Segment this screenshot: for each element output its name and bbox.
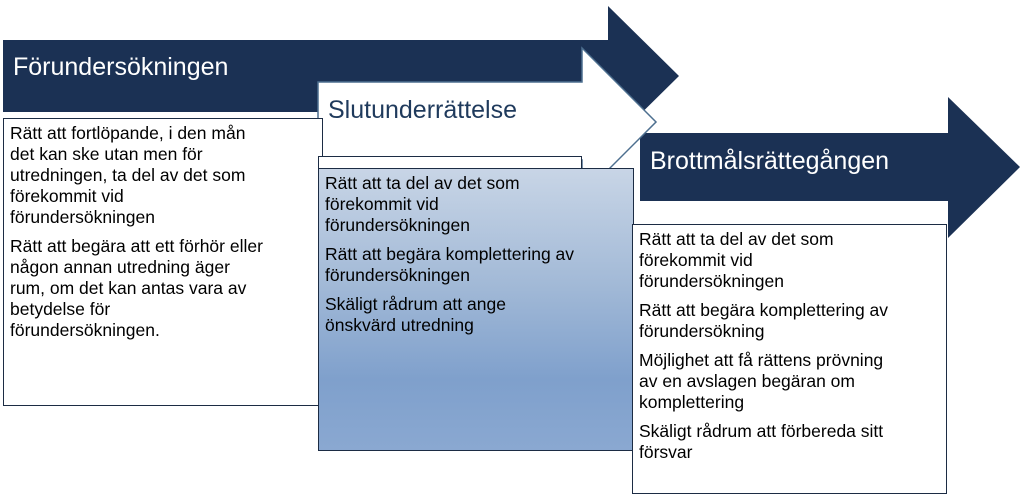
rights-item: Rätt att ta del av det som förekommit vid förundersökningen <box>639 229 834 291</box>
rights-item: Rätt att begära att ett förhör eller någon annan utredning äger rum, om det kan antas vara av betydelse för förundersökningen. <box>10 236 263 340</box>
rights-item: Skäligt rådrum att förbereda sitt försvar <box>639 421 884 462</box>
rights-item: Möjlighet att få rättens prövning av en avslagen begäran om komplettering <box>639 350 884 412</box>
rights-box-slutunderrattelse <box>318 168 634 451</box>
rights-item: Skäligt rådrum att ange önskvärd utredning <box>325 294 506 335</box>
rights-box-forundersokningen <box>3 118 323 406</box>
rights-box-brottmalsrattegangen <box>632 224 947 494</box>
rights-item: Rätt att begära komplettering av förundersökning <box>639 300 889 341</box>
rights-item: Rätt att begära komplettering av förundersökningen <box>325 244 575 285</box>
stage-title-forundersokningen: Förundersökningen <box>13 53 229 81</box>
stage-title-brottmalsrattegangen: Brottmålsrättegången <box>650 147 890 175</box>
rights-item: Rätt att fortlöpande, i den mån det kan ske utan men för utredningen, ta del av det som förekommit vid förundersökningen <box>10 123 246 227</box>
stage-title-slutunderrattelse: Slutunderrättelse <box>328 96 518 124</box>
rights-item: Rätt att ta del av det som förekommit vid förundersökningen <box>325 173 520 235</box>
